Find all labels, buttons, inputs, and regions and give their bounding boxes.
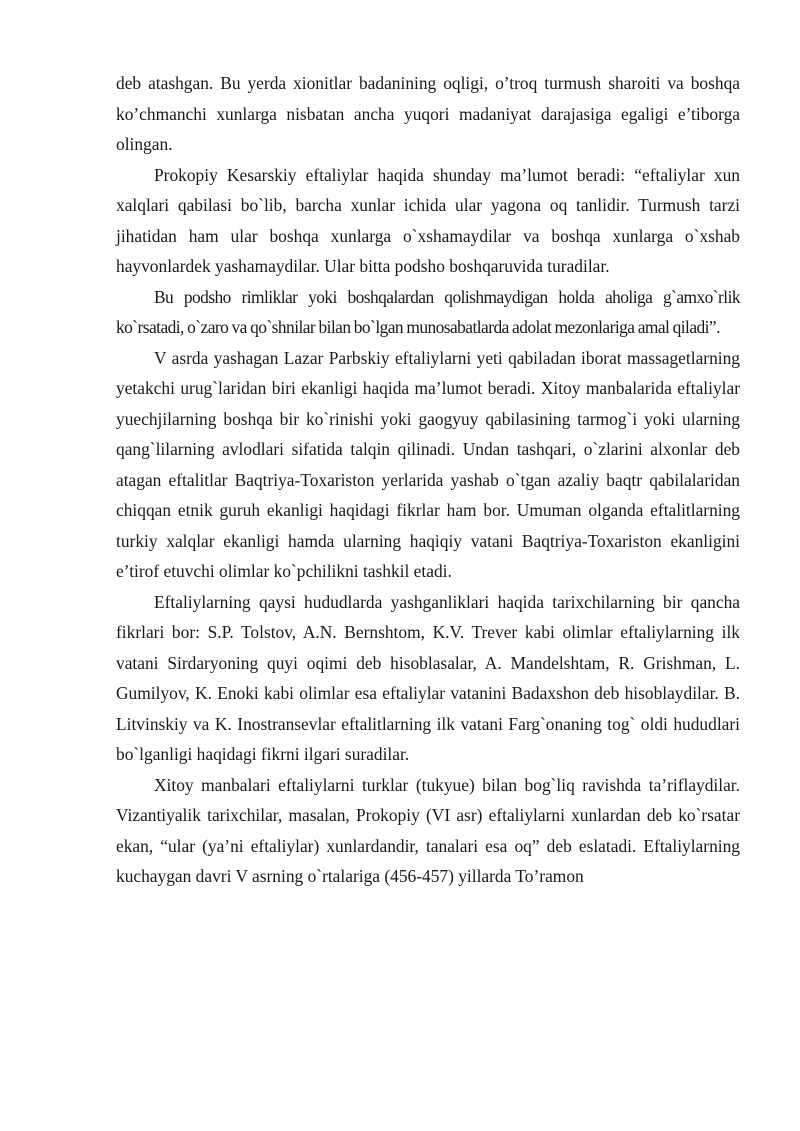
paragraph-3: Bu podsho rimliklar yoki boshqalardan qolishmaydigan holda aholiga g`amxo`rlik ko`rsatadi, o`zaro va qo`shnilar bilan bo`lgan munosabatlarda adolat mezonlariga amal qiladi”. — [116, 286, 740, 337]
paragraph-4: V asrda yashagan Lazar Parbskiy eftaliylarni yeti qabiladan iborat massagetlarning yetakchi urug`laridan biri ekanligi haqida ma’lumot beradi. Xitoy manbalarida eftaliylar yuechjilarning boshqa bir ko`rinishi yoki gaogyuy qabilasining tarmog`i yoki ularning qang`lilarning avlodlari sifatida talqin qilinadi. Undan tashqari, o`zlarini alxonlar deb atagan eftalitlar Baqtriya-Toxariston yerlarida yashab o`tgan azaliy baqtr qabilalaridan chiqqan etnik guruh ekanligi haqidagi fikrlar ham bor. Umuman olganda eftalitlarning turkiy xalqlar ekanligi hamda ularning haqiqiy vatani Baqtriya-Toxariston ekanligini e’tirof etuvchi olimlar ko`pchilikni tashkil etadi. — [116, 347, 740, 581]
paragraph-2: Prokopiy Kesarskiy eftaliylar haqida shunday ma’lumot beradi: “eftaliylar xun xalqlari qabilasi bo`lib, barcha xunlar ichida ular yagona oq tanlidir. Turmush tarzi jihatidan ham ular boshqa xunlarga o`xshamaydilar va boshqa xunlarga o`xshab hayvonlardek yashamaydilar. Ular bitta podsho boshqaruvida turadilar. — [116, 164, 740, 276]
document-page — [116, 68, 740, 892]
paragraph-6: Xitoy manbalari eftaliylarni turklar (tukyue) bilan bog`liq ravishda ta’riflaydilar. Vizantiyalik tarixchilar, masalan, Prokopiy (VI asr) eftaliylarni xunlardan deb ko`rsatar ekan, “ular (ya’ni eftaliylar) xunlardandir, tanalari esa oq” deb eslatadi. Eftaliylarning kuchaygan davri V asrning o`rtalariga (456-457) yillarda To’ramon — [116, 774, 740, 886]
paragraph-1: deb atashgan. Bu yerda xionitlar badanining oqligi, o’troq turmush sharoiti va boshqa ko’chmanchi xunlarga nisbatan ancha yuqori madaniyat darajasiga egaligi e’tiborga olingan. — [116, 73, 740, 154]
paragraph-5: Eftaliylarning qaysi hududlarda yashganliklari haqida tarixchilarning bir qancha fikrlari bor: S.P. Tolstov, A.N. Bernshtom, K.V. Trever kabi olimlar eftaliylarning ilk vatani Sirdaryoning quyi oqimi deb hisoblasalar, A. Mandelshtam, R. Grishman, L. Gumilyov, K. Enoki kabi olimlar esa eftaliylar vatanini Badaxshon deb hisoblaydilar. B. Litvinskiy va K. Inostransevlar eftalitlarning ilk vatani Farg`onaning tog` oldi hududlari bo`lganligi haqidagi fikrni ilgari suradilar. — [116, 591, 740, 764]
